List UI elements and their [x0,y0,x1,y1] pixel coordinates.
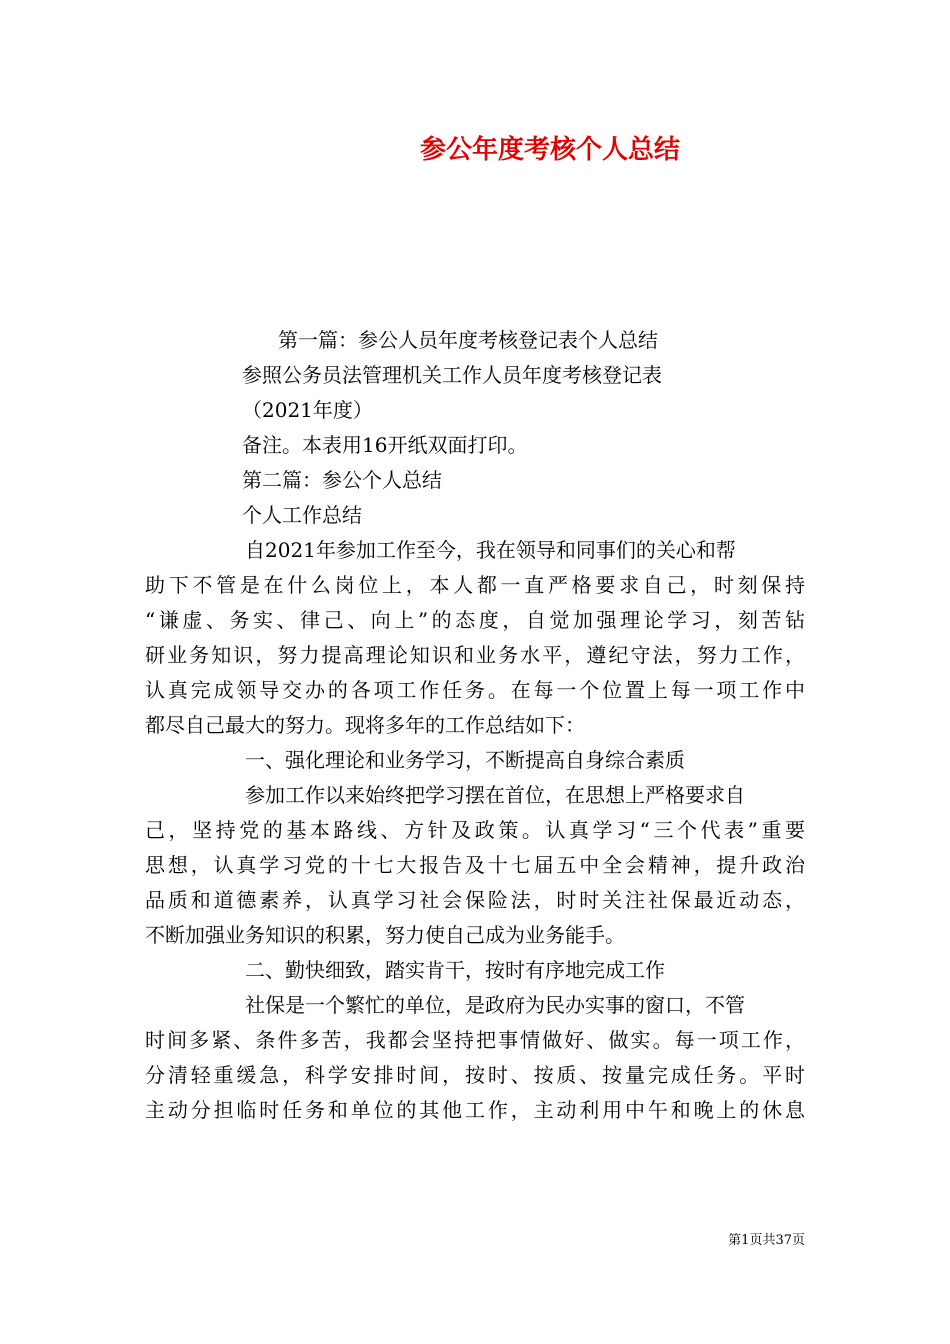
paragraph-line: 个人工作总结 [242,503,362,527]
paragraph-line: 第一篇：参公人员年度考核登记表个人总结 [278,328,658,352]
paragraph-line: 主动分担临时任务和单位的其他工作，主动利用中午和晚上的休息 [145,1098,805,1122]
paragraph-line: 第二篇：参公个人总结 [242,468,442,492]
paragraph-line: 自2021年参加工作至今，我在领导和同事们的关心和帮 [245,538,736,562]
paragraph-line: 品质和道德素养，认真学习社会保险法，时时关注社保最近动态， [145,888,805,912]
paragraph-line: “谦虚、务实、律己、向上”的态度，自觉加强理论学习，刻苦钻 [145,608,805,632]
paragraph-line: 时间多紧、条件多苦，我都会坚持把事情做好、做实。每一项工作， [145,1028,805,1052]
page-number: 第1页共37页 [728,1233,805,1248]
paragraph-line: 备注。本表用16开纸双面打印。 [242,433,528,457]
paragraph-line: 研业务知识，努力提高理论知识和业务水平，遵纪守法，努力工作， [145,643,805,667]
paragraph-line: 己，坚持党的基本路线、方针及政策。认真学习“三个代表”重要 [145,818,805,842]
paragraph-line: 不断加强业务知识的积累，努力使自己成为业务能手。 [145,923,625,947]
section-heading: 二、勤快细致，踏实肯干，按时有序地完成工作 [245,958,665,982]
paragraph-line: 参照公务员法管理机关工作人员年度考核登记表 [242,363,662,387]
paragraph-line: 认真完成领导交办的各项工作任务。在每一个位置上每一项工作中 [145,678,805,702]
paragraph-line: 都尽自己最大的努力。现将多年的工作总结如下： [145,713,585,737]
paragraph-line: 参加工作以来始终把学习摆在首位，在思想上严格要求自 [245,783,745,807]
section-heading: 一、强化理论和业务学习，不断提高自身综合素质 [245,748,685,772]
paragraph-line: 分清轻重缓急，科学安排时间，按时、按质、按量完成任务。平时 [145,1063,805,1087]
document-body [145,323,805,1128]
paragraph-line: 助下不管是在什么岗位上，本人都一直严格要求自己，时刻保持 [145,573,805,597]
paragraph-line: （2021年度） [242,398,373,422]
paragraph-line: 思想，认真学习党的十七大报告及十七届五中全会精神，提升政治 [145,853,805,877]
paragraph-line: 社保是一个繁忙的单位，是政府为民办实事的窗口，不管 [245,993,745,1017]
document-title: 参公年度考核个人总结 [419,135,680,165]
